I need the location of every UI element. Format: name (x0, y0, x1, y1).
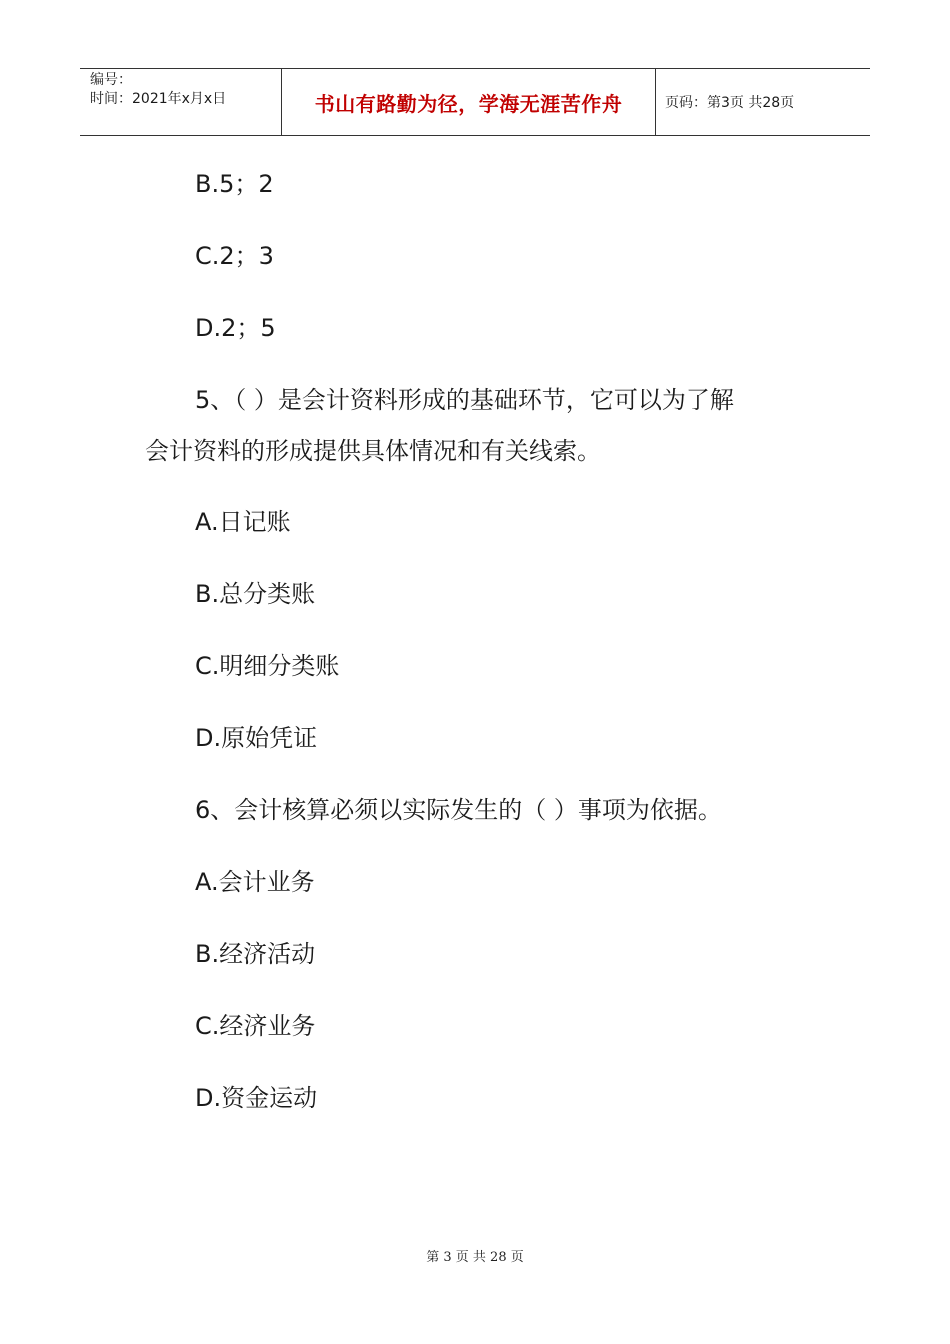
q5-question-line2: 会计资料的形成提供具体情况和有关线索。 (145, 437, 601, 465)
q5-option-d: D.原始凭证 (195, 724, 318, 752)
q5-option-c: C.明细分类账 (195, 652, 340, 680)
header-page-info: 页码：第3页 共28页 (665, 95, 795, 111)
q6-option-c: C.经济业务 (195, 1012, 316, 1040)
number-label: 编号： (90, 72, 132, 88)
time-label: 时间：2021年x月x日 (90, 91, 227, 107)
q6-question-line1: 6、会计核算必须以实际发生的（ ）事项为依据。 (195, 796, 722, 824)
page-header (80, 68, 870, 136)
page-footer: 第 3 页 共 28 页 (426, 1250, 524, 1265)
q5-option-a: A.日记账 (195, 508, 291, 536)
header-meta (80, 69, 282, 135)
q6-option-d: D.资金运动 (195, 1084, 318, 1112)
q4-option-c: C.2；3 (195, 242, 274, 270)
q4-option-b: B.5；2 (195, 170, 274, 198)
header-motto: 书山有路勤为径，学海无涯苦作舟 (282, 69, 656, 135)
q5-question-line1: 5、（ ）是会计资料形成的基础环节，它可以为了解 (195, 386, 734, 414)
q6-option-b: B.经济活动 (195, 940, 316, 968)
q6-option-a: A.会计业务 (195, 868, 315, 896)
q4-option-d: D.2；5 (195, 314, 276, 342)
q5-option-b: B.总分类账 (195, 580, 316, 608)
